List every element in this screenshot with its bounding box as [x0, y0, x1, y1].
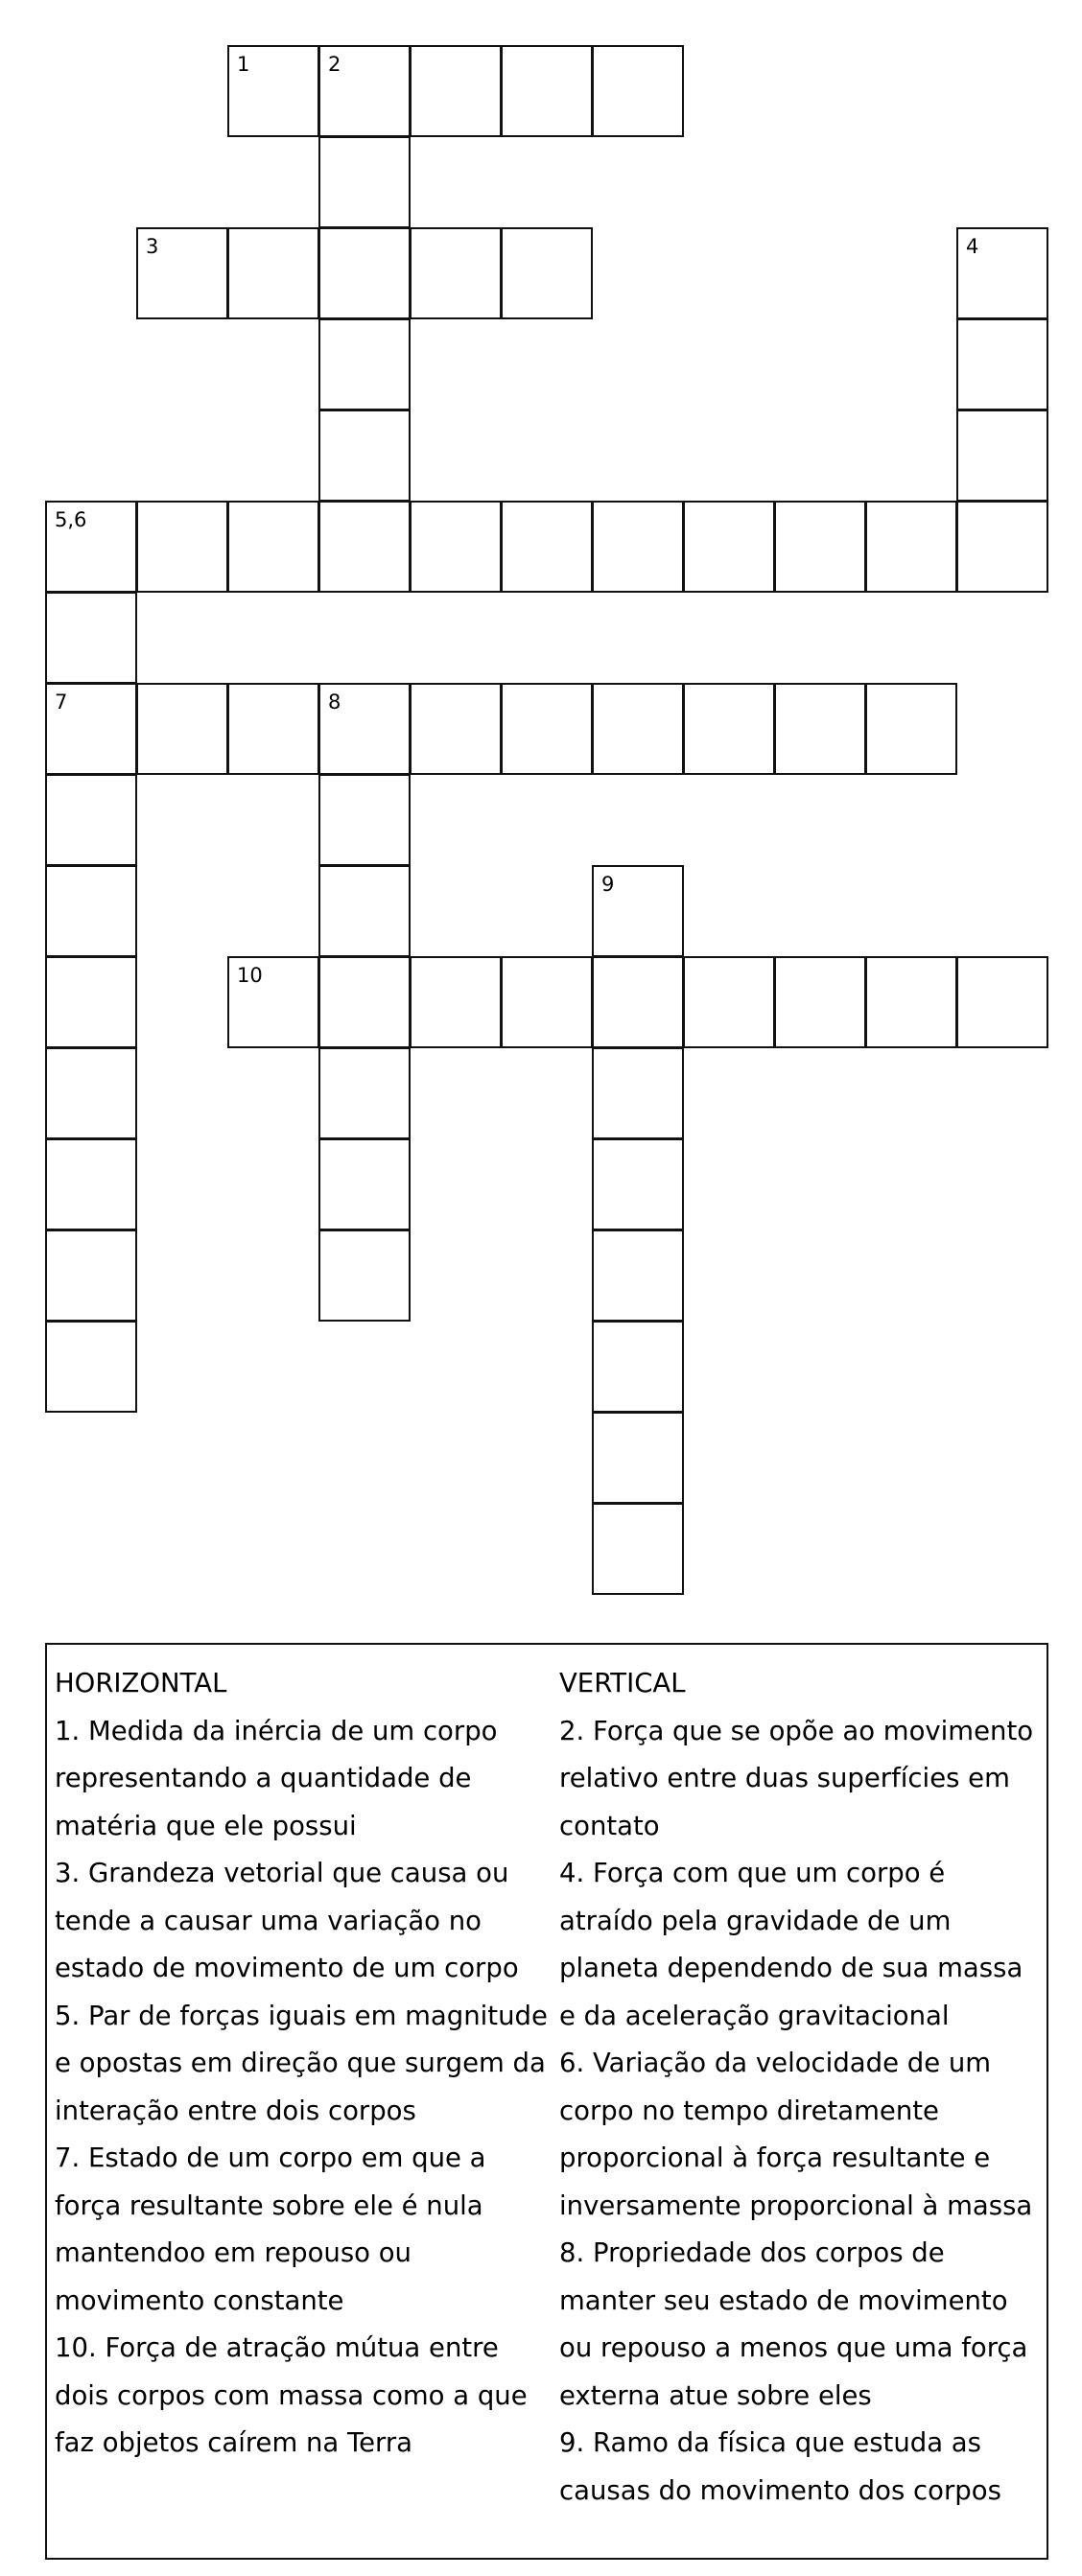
grid-cell[interactable]: [227, 683, 319, 775]
grid-cell[interactable]: [318, 1229, 411, 1322]
clue-v-8: 8. Propriedade dos corpos de manter seu estado de movimento ou repouso a menos que uma força externa atue sobre eles: [559, 2237, 1028, 2411]
grid-cell[interactable]: [45, 1047, 137, 1139]
grid-cell[interactable]: [45, 956, 137, 1048]
grid-cell[interactable]: [956, 956, 1048, 1048]
vertical-clues: [559, 1660, 1044, 2515]
grid-cell[interactable]: [318, 774, 411, 866]
grid-cell[interactable]: [318, 227, 411, 319]
grid-cell[interactable]: [318, 501, 411, 593]
grid-cell[interactable]: [45, 1138, 137, 1230]
grid-cell[interactable]: [227, 227, 319, 319]
grid-cell[interactable]: [410, 501, 502, 593]
grid-cell[interactable]: [318, 45, 411, 137]
clue-number: 5,6: [55, 508, 87, 531]
clue-v-4: 4. Força com que um corpo é atraído pela gravidade de um planeta dependendo de sua massa e da aceleração gravitacional: [559, 1858, 1023, 2031]
grid-cell[interactable]: [45, 774, 137, 866]
grid-cell[interactable]: [683, 683, 775, 775]
grid-cell[interactable]: [956, 318, 1048, 410]
grid-cell[interactable]: [501, 501, 593, 593]
grid-cell[interactable]: [136, 683, 228, 775]
grid-cell[interactable]: [318, 1138, 411, 1230]
grid-cell[interactable]: [410, 45, 502, 137]
grid-cell[interactable]: [592, 1412, 684, 1504]
grid-cell[interactable]: [45, 683, 137, 775]
grid-cell[interactable]: [865, 956, 957, 1048]
grid-cell[interactable]: [592, 1229, 684, 1322]
grid-cell[interactable]: [318, 956, 411, 1048]
grid-cell[interactable]: [410, 227, 502, 319]
grid-cell[interactable]: [592, 956, 684, 1048]
grid-cell[interactable]: [501, 45, 593, 137]
vertical-heading: VERTICAL: [559, 1668, 686, 1698]
grid-cell[interactable]: [45, 865, 137, 957]
grid-cell[interactable]: [865, 683, 957, 775]
grid-cell[interactable]: [45, 1229, 137, 1322]
grid-cell[interactable]: [318, 410, 411, 502]
clue-h-1: 1. Medida da inércia de um corpo representando a quantidade de matéria que ele possui: [55, 1715, 498, 1841]
horizontal-heading: HORIZONTAL: [55, 1668, 227, 1698]
grid-cell[interactable]: [956, 410, 1048, 502]
clue-v-9: 9. Ramo da física que estuda as causas do movimento dos corpos: [559, 2427, 1001, 2506]
clues-box: [45, 1643, 1048, 2560]
clue-number: 8: [328, 691, 341, 714]
grid-cell[interactable]: [410, 683, 502, 775]
clue-number: 3: [146, 235, 159, 258]
grid-cell[interactable]: [318, 865, 411, 957]
grid-cell[interactable]: [318, 318, 411, 410]
grid-cell[interactable]: [136, 501, 228, 593]
grid-cell[interactable]: [410, 956, 502, 1048]
clue-number: 1: [237, 53, 250, 76]
grid-cell[interactable]: [227, 956, 319, 1048]
grid-cell[interactable]: [45, 501, 137, 593]
clue-v-2: 2. Força que se opõe ao movimento relativo entre duas superfícies em contato: [559, 1715, 1034, 1841]
grid-cell[interactable]: [774, 501, 866, 593]
grid-cell[interactable]: [136, 227, 228, 319]
grid-cell[interactable]: [592, 1503, 684, 1595]
clue-number: 4: [966, 235, 979, 258]
grid-cell[interactable]: [683, 956, 775, 1048]
grid-cell[interactable]: [318, 1047, 411, 1139]
clue-h-7: 7. Estado de um corpo em que a força resultante sobre ele é nula mantendoo em repouso ou movimento constante: [55, 2143, 486, 2316]
grid-cell[interactable]: [592, 45, 684, 137]
grid-cell[interactable]: [956, 227, 1048, 319]
grid-cell[interactable]: [318, 683, 411, 775]
grid-cell[interactable]: [592, 1047, 684, 1139]
grid-cell[interactable]: [592, 501, 684, 593]
grid-cell[interactable]: [774, 956, 866, 1048]
clue-number: 2: [328, 53, 341, 76]
grid-cell[interactable]: [501, 956, 593, 1048]
clue-number: 10: [237, 964, 263, 987]
clue-number: 9: [601, 873, 615, 896]
grid-cell[interactable]: [318, 136, 411, 228]
clue-h-5: 5. Par de forças iguais em magnitude e opostas em direção que surgem da interação entre dois corpos: [55, 2000, 548, 2126]
grid-cell[interactable]: [956, 501, 1048, 593]
grid-cell[interactable]: [592, 1321, 684, 1413]
grid-cell[interactable]: [227, 501, 319, 593]
grid-cell[interactable]: [45, 1321, 137, 1413]
grid-cell[interactable]: [501, 227, 593, 319]
grid-cell[interactable]: [45, 592, 137, 684]
grid-cell[interactable]: [774, 683, 866, 775]
grid-cell[interactable]: [683, 501, 775, 593]
grid-cell[interactable]: [592, 865, 684, 957]
grid-cell[interactable]: [592, 1138, 684, 1230]
clue-h-10: 10. Força de atração mútua entre dois corpos com massa como a que faz objetos caírem na Terra: [55, 2332, 528, 2458]
grid-cell[interactable]: [501, 683, 593, 775]
grid-cell[interactable]: [865, 501, 957, 593]
clue-number: 7: [55, 691, 68, 714]
clue-h-3: 3. Grandeza vetorial que causa ou tende a causar uma variação no estado de movimento de um corpo: [55, 1858, 519, 1983]
grid-cell[interactable]: [592, 683, 684, 775]
horizontal-clues: [55, 1660, 549, 2468]
clue-v-6: 6. Variação da velocidade de um corpo no tempo diretamente proporcional à força resultante e inversamente proporcional à massa: [559, 2048, 1033, 2221]
grid-cell[interactable]: [227, 45, 319, 137]
